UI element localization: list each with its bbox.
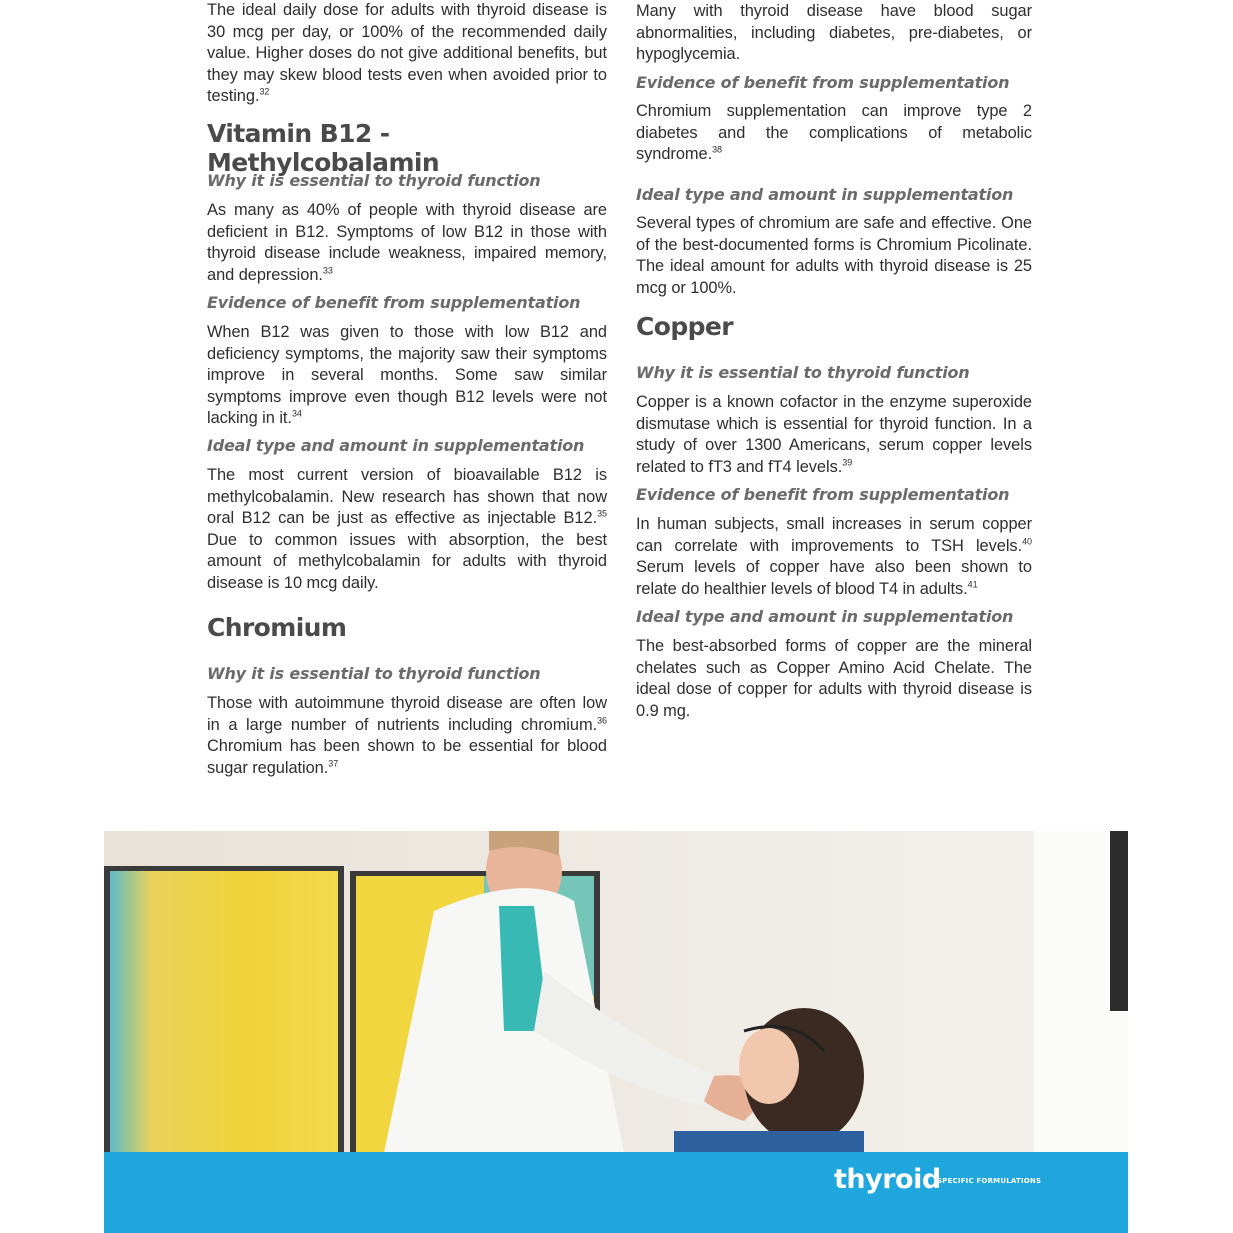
paragraph-chromium-why: Those with autoimmune thyroid disease are often low in a large number of nutrients including chromium.$^{36}$ Chromium has been shown to be essential for blood sugar regulation.$^{37}$ bbox=[207, 694, 607, 777]
footer-brand-band bbox=[104, 1152, 1128, 1233]
clinic-photo bbox=[104, 831, 1128, 1153]
subheading-evidence-copper: Evidence of benefit from supplementation bbox=[636, 485, 1010, 504]
section-title-chromium: Chromium bbox=[207, 613, 347, 642]
paragraph-copper-evidence: In human subjects, small increases in serum copper can correlate with improvements to TSH levels.$^{40}$ Serum levels of copper have also been shown to relate do healthier levels of blood T4 in adults.$^{41}$ bbox=[636, 515, 1032, 598]
paragraph-copper-why: Copper is a known cofactor in the enzyme superoxide dismutase which is essential for thyroid function. In a study of over 1300 Americans, serum copper levels related to fT3 and fT4 levels.$^{39}$ bbox=[636, 393, 1032, 476]
paragraph-chromium-evidence: Chromium supplementation can improve type 2 diabetes and the complications of metabolic syndrome.$^{38}$ bbox=[636, 102, 1032, 163]
subheading-why-essential-copper: Why it is essential to thyroid function bbox=[636, 363, 970, 382]
brand-logo-text: thyroid bbox=[834, 1164, 941, 1195]
paragraph-dose-intro: The ideal daily dose for adults with thyroid disease is 30 mcg per day, or 100% of the recommended daily value. Higher doses do not give additional benefits, but they may skew blood tests even when avoided prior to testing.$^{32}$ bbox=[207, 1, 607, 105]
subheading-evidence-chromium: Evidence of benefit from supplementation bbox=[636, 73, 1010, 92]
paragraph-b12-why: As many as 40% of people with thyroid disease are deficient in B12. Symptoms of low B12 in those with thyroid disease include weakness, impaired memory, and depression.$^{33}$ bbox=[207, 201, 607, 284]
section-title-vitamin-b12: Vitamin B12 - Methylcobalamin bbox=[207, 119, 440, 177]
section-title-copper: Copper bbox=[636, 312, 733, 341]
paragraph-chromium-ideal: Several types of chromium are safe and effective. One of the best-documented forms is Chromium Picolinate. The ideal amount for adults with thyroid disease is 25 mcg or 100%. bbox=[636, 214, 1032, 297]
subheading-ideal-type: Ideal type and amount in supplementation bbox=[207, 436, 585, 455]
paragraph-blood-sugar: Many with thyroid disease have blood sugar abnormalities, including diabetes, pre-diabetes, or hypoglycemia. bbox=[636, 2, 1032, 63]
subheading-why-essential: Why it is essential to thyroid function bbox=[207, 171, 541, 190]
subheading-ideal-chromium: Ideal type and amount in supplementation bbox=[636, 185, 1014, 204]
subheading-why-essential-chromium: Why it is essential to thyroid function bbox=[207, 664, 541, 683]
paragraph-copper-ideal: The best-absorbed forms of copper are the mineral chelates such as Copper Amino Acid Chelate. The ideal dose of copper for adults with thyroid disease is 0.9 mg. bbox=[636, 637, 1032, 720]
photo-illustration bbox=[104, 831, 1128, 1153]
paragraph-b12-evidence: When B12 was given to those with low B12 and deficiency symptoms, the majority saw their symptoms improve in several months. Some saw similar symptoms improve even though B12 levels were not lacking in it.$^{34}$ bbox=[207, 323, 607, 427]
paragraph-b12-ideal: The most current version of bioavailable B12 is methylcobalamin. New research has shown that now oral B12 can be just as effective as injectable B12.35 Due to common issues with absorption, the best amount of methylcobalamin for adults with thyroid disease is 10 mcg daily. bbox=[207, 466, 607, 592]
brand-tagline: SPECIFIC FORMULATIONS bbox=[937, 1177, 1042, 1185]
subheading-ideal-copper: Ideal type and amount in supplementation bbox=[636, 607, 1014, 626]
subheading-evidence: Evidence of benefit from supplementation bbox=[207, 293, 581, 312]
